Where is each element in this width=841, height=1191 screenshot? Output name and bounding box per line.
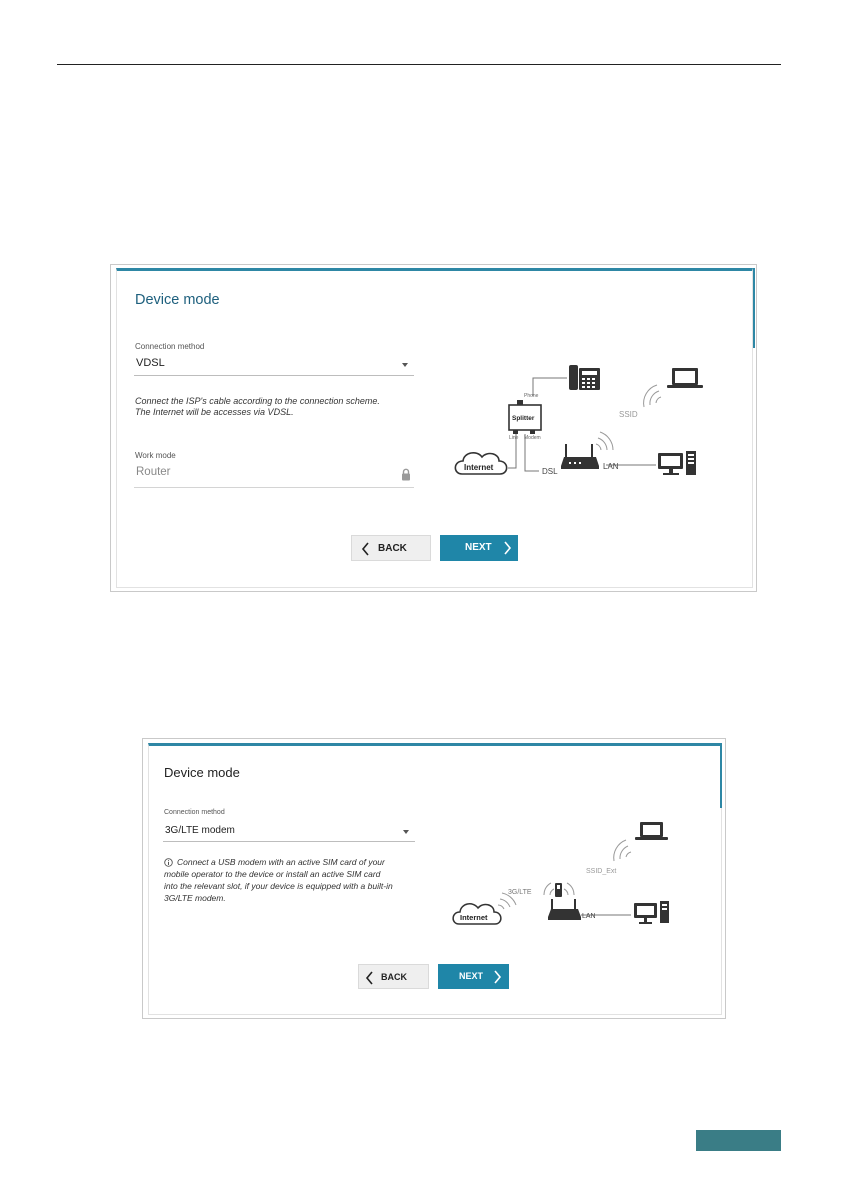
work-mode-field <box>134 464 414 488</box>
back-button-label: BACK <box>381 972 407 982</box>
connection-hint-line-1: Connect a USB modem with an active SIM card of your <box>177 857 385 867</box>
chevron-left-icon <box>361 541 370 557</box>
diagram-label-splitter: Splitter <box>512 415 535 422</box>
3g-lte-connection-diagram <box>448 817 688 927</box>
connection-method-value: 3G/LTE modem <box>165 825 235 836</box>
back-button[interactable] <box>351 535 431 561</box>
diagram-label-lan: LAN <box>603 462 619 471</box>
diagram-label-line: Line <box>509 435 519 441</box>
panel-accent-bar <box>753 268 755 348</box>
connection-hint-line-4: 3G/LTE modem. <box>164 893 226 903</box>
desktop-computer-icon <box>634 901 669 924</box>
diagram-label-ssid: SSID <box>619 410 638 419</box>
laptop-icon <box>667 368 703 388</box>
next-button-label: NEXT <box>465 542 492 553</box>
next-button[interactable] <box>440 535 518 561</box>
diagram-label-lan: LAN <box>582 913 596 920</box>
router-with-usb-modem-icon <box>548 883 581 920</box>
connection-hint-line-2: mobile operator to the device or install an active SIM card <box>164 869 381 879</box>
chevron-left-icon <box>365 970 374 986</box>
next-button[interactable] <box>438 964 509 989</box>
chevron-down-icon <box>403 830 409 834</box>
chevron-right-icon <box>493 969 502 985</box>
connection-method-select[interactable] <box>163 821 415 842</box>
desktop-computer-icon <box>658 451 696 475</box>
connection-hint-line-1: Connect the ISP's cable according to the connection scheme. <box>135 396 380 406</box>
lock-icon <box>401 468 411 481</box>
next-button-label: NEXT <box>459 971 484 981</box>
diagram-label-internet: Internet <box>460 913 488 922</box>
work-mode-value: Router <box>136 466 171 478</box>
laptop-icon <box>635 822 668 840</box>
connection-method-select[interactable] <box>134 354 414 376</box>
diagram-label-internet: Internet <box>464 463 494 472</box>
device-mode-panel-vdsl <box>110 264 757 592</box>
phone-icon <box>569 365 600 390</box>
page-title: Device mode <box>135 292 220 308</box>
connection-method-value: VDSL <box>136 357 165 369</box>
back-button-label: BACK <box>378 543 407 554</box>
connection-method-label: Connection method <box>164 809 225 816</box>
connection-hint-line-3: into the relevant slot, if your device is equipped with a built-in <box>164 881 393 891</box>
diagram-label-ssid-ext: SSID_Ext <box>586 868 617 875</box>
chevron-down-icon <box>402 363 408 367</box>
router-icon <box>561 444 599 469</box>
back-button[interactable] <box>358 964 429 989</box>
header-rule <box>57 64 781 65</box>
diagram-label-phone: Phone <box>524 393 539 399</box>
vdsl-connection-diagram <box>451 360 721 490</box>
diagram-label-modem: Modem <box>524 435 541 441</box>
chevron-right-icon <box>503 540 512 556</box>
panel-accent-bar <box>720 743 722 808</box>
info-icon <box>164 858 173 867</box>
diagram-label-dsl: DSL <box>542 467 558 476</box>
page-number-tab <box>696 1130 781 1151</box>
page-title: Device mode <box>164 765 240 780</box>
connection-hint-line-2: The Internet will be accesses via VDSL. <box>135 407 294 417</box>
connection-method-label: Connection method <box>135 342 205 351</box>
work-mode-label: Work mode <box>135 451 176 460</box>
device-mode-panel-3g-lte <box>142 738 726 1019</box>
diagram-label-3g-lte: 3G/LTE <box>508 889 532 896</box>
